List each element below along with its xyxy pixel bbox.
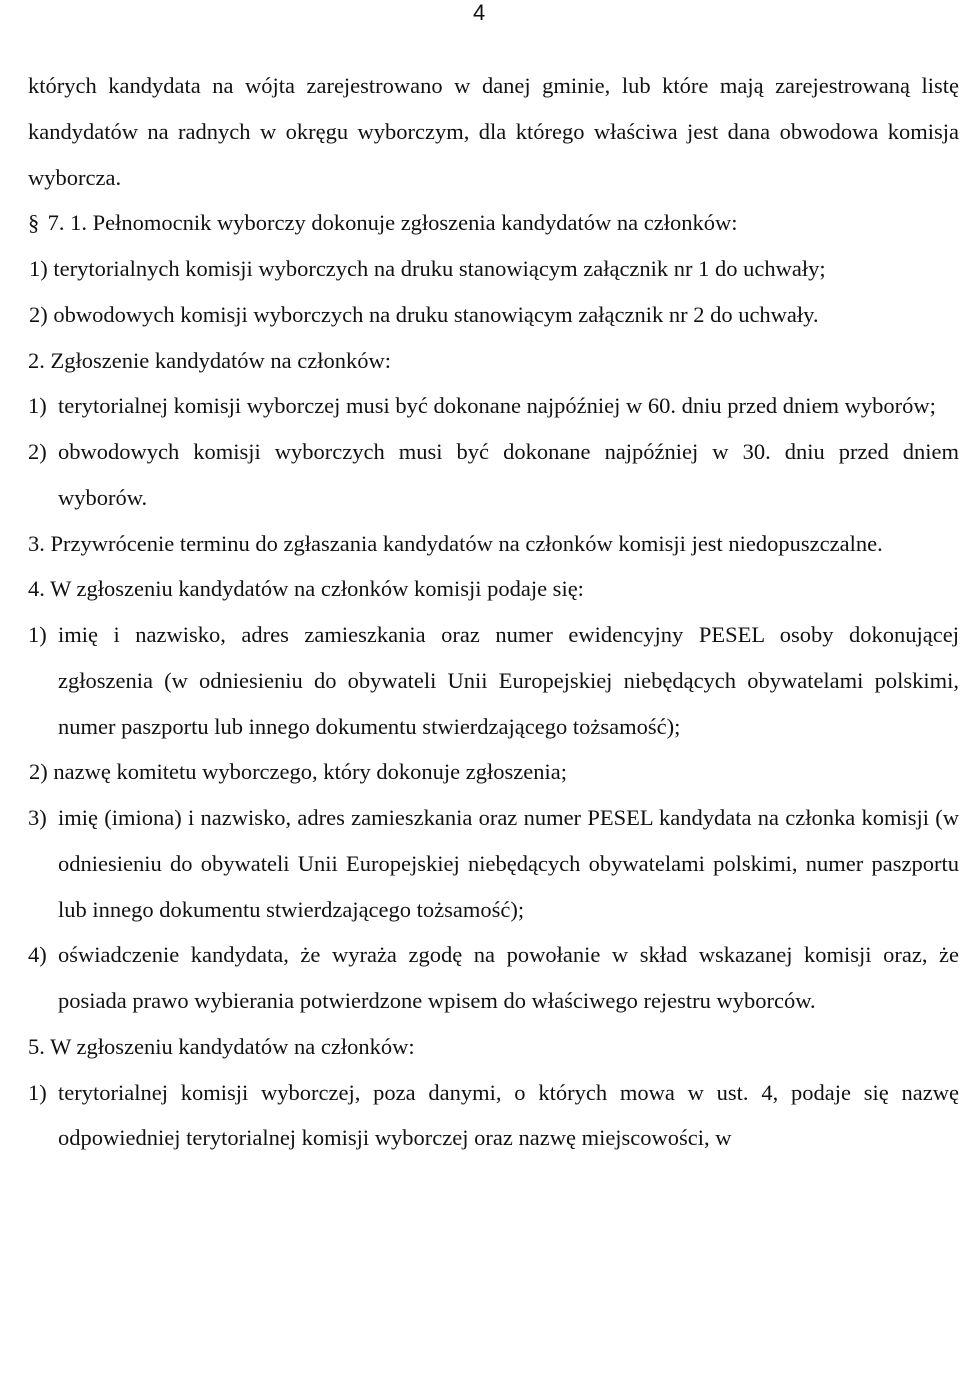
list-item-text: terytorialnej komisji wyborczej, poza danymi, o których mowa w ust. 4, podaje się nazwę odpowiedniej terytorialnej komisji wyborczej oraz nazwę miejscowości, w	[58, 1079, 959, 1151]
section-sign: §	[28, 210, 40, 236]
document-body	[28, 63, 959, 1161]
list-item-text: obwodowych komisji wyborczych musi być dokonane najpóźniej w 30. dniu przed dniem wyborów.	[58, 439, 959, 510]
list-item-text: imię i nazwisko, adres zamieszkania oraz numer ewidencyjny PESEL osoby dokonującej zgłoszenia (w odniesieniu do obywateli Unii Europejskiej niebędących obywatelami polskimi, numer paszportu lub innego dokumentu stwierdzającego tożsamość);	[58, 622, 959, 739]
list-item-number: 1)	[28, 622, 47, 647]
list-item: 2) nazwę komitetu wyborczego, który dokonuje zgłoszenia;	[29, 759, 567, 785]
section-7-paragraph-1	[28, 200, 959, 246]
list-item-number: 4)	[28, 942, 47, 968]
list-item	[28, 932, 959, 1024]
list-item-number: 2)	[28, 439, 47, 464]
paragraph-continuation: których kandydata na wójta zarejestrowano w danej gminie, lub które mają zarejestrowaną listę kandydatów na radnych w okręgu wyborczym, dla którego właściwa jest dana obwodowa komisja wyborcza.	[28, 73, 959, 190]
paragraph-2: 2. Zgłoszenie kandydatów na członków:	[28, 347, 392, 373]
paragraph-4: 4. W zgłoszeniu kandydatów na członków komisji podaje się:	[28, 576, 584, 602]
list-item	[28, 383, 959, 429]
list-item-text: imię (imiona) i nazwisko, adres zamieszkania oraz numer PESEL kandydata na członka komisji (w odniesieniu do obywateli Unii Europejskiej niebędących obywatelami polskimi, numer paszportu lub innego dokumentu stwierdzającego tożsamość);	[58, 805, 959, 922]
list-item	[28, 1070, 959, 1162]
list-item-number: 1)	[28, 393, 47, 419]
list-item	[28, 795, 959, 932]
list-item	[28, 612, 959, 749]
list-item-text: terytorialnej komisji wyborczej musi być dokonane najpóźniej w 60. dniu przed dniem wyborów;	[58, 393, 936, 419]
page-number: 4	[473, 0, 486, 25]
paragraph-5: 5. W zgłoszeniu kandydatów na członków:	[28, 1033, 415, 1059]
list-item-text: oświadczenie kandydata, że wyraża zgodę na powołanie w skład wskazanej komisji oraz, że posiada prawo wybierania potwierdzone wpisem do właściwego rejestru wyborców.	[58, 942, 959, 1013]
list-item: 1) terytorialnych komisji wyborczych na druku stanowiącym załącznik nr 1 do uchwały;	[29, 256, 826, 281]
list-item	[28, 429, 959, 521]
list-item: 2) obwodowych komisji wyborczych na druku stanowiącym załącznik nr 2 do uchwały.	[29, 301, 819, 327]
paragraph-3: 3. Przywrócenie terminu do zgłaszania kandydatów na członków komisji jest niedopuszczalne.	[28, 530, 883, 556]
list-item-number: 3)	[28, 805, 47, 830]
list-item-number: 1)	[28, 1079, 47, 1105]
section-7-paragraph-1-text: 7. 1. Pełnomocnik wyborczy dokonuje zgłoszenia kandydatów na członków:	[47, 210, 738, 236]
